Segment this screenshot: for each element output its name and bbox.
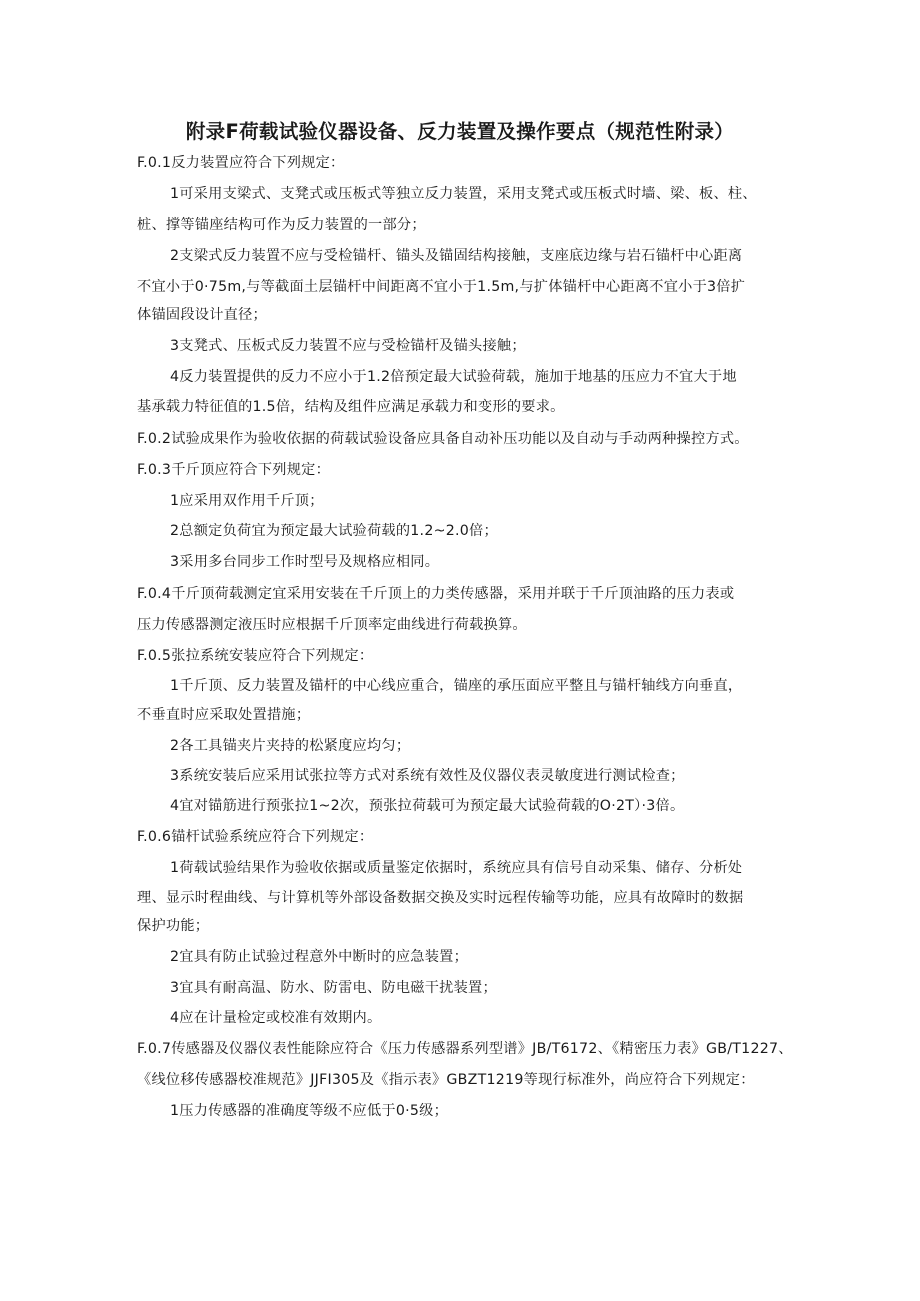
clause-f05-item2: 2各工具锚夹片夹持的松紧度应均匀； (170, 738, 411, 754)
clause-f01-item4-line1: 4反力装置提供的反力不应小于1.2倍预定最大试验荷载，施加于地基的压应力不宜大于地 (170, 369, 737, 385)
clause-f01-item1-line2: 桩、撑等锚座结构可作为反力装置的一部分； (137, 217, 426, 233)
clause-f07-line2: 《线位移传感器校准规范》JJFI305及《指示表》GBZT1219等现行标准外，尚应符合下列规定： (137, 1072, 755, 1088)
clause-f02: F.0.2试验成果作为验收依据的荷载试验设备应具备自动补压功能以及自动与手动两种操控方式。 (137, 431, 749, 447)
clause-f01-item2-line3: 体锚固段设计直径； (137, 307, 267, 323)
clause-f06-item1-line2: 理、显示时程曲线、与计算机等外部设备数据交换及实时远程传输等功能，应具有故障时的数据 (137, 890, 744, 906)
clause-f03-item1: 1应采用双作用千斤顶； (170, 493, 324, 509)
clause-f01-item1-line1: 1可采用支梁式、支凳式或压板式等独立反力装置，采用支凳式或压板式时墙、梁、板、柱、 (170, 186, 757, 202)
clause-f03-item2: 2总额定负荷宜为预定最大试验荷载的1.2~2.0倍； (170, 523, 498, 539)
clause-f06-item1-line3: 保护功能； (137, 918, 210, 934)
clause-f01-item4-line2: 基承载力特征值的1.5倍，结构及组件应满足承载力和变形的要求。 (137, 399, 565, 415)
clause-f06-item4: 4应在计量检定或校准有效期内。 (170, 1010, 382, 1026)
clause-f06-item2: 2宜具有防止试验过程意外中断时的应急装置； (170, 949, 469, 965)
clause-f05-item4: 4宜对锚筋进行预张拉1~2次，预张拉荷载可为预定最大试验荷载的O·2T）·3倍。 (170, 798, 685, 814)
clause-f05-item3: 3系统安装后应采用试张拉等方式对系统有效性及仪器仪表灵敏度进行测试检查； (170, 768, 685, 784)
clause-f01-item2-line1: 2支梁式反力装置不应与受检锚杆、锚头及锚固结构接触，支座底边缘与岩石锚杆中心距离 (170, 248, 743, 264)
page-title: 附录F荷载试验仪器设备、反力装置及操作要点（规范性附录） (185, 120, 735, 143)
clause-f06-item1-line1: 1荷载试验结果作为验收依据或质量鉴定依据时，系统应具有信号自动采集、储存、分析处 (170, 860, 743, 876)
clause-f01-item2-line2: 不宜小于0·75m,与等截面土层锚杆中间距离不宜小于1.5m,与扩体锚杆中心距离不宜小于3倍扩 (137, 279, 746, 295)
clause-f06-heading: F.0.6锚杆试验系统应符合下列规定： (137, 829, 374, 845)
clause-f01-item3: 3支凳式、压板式反力装置不应与受检锚杆及锚头接触； (170, 338, 526, 354)
clause-f05-item1-line1: 1千斤顶、反力装置及锚杆的中心线应重合，锚座的承压面应平整且与锚杆轴线方向垂直， (170, 678, 743, 694)
clause-f05-heading: F.0.5张拉系统安装应符合下列规定： (137, 648, 374, 664)
clause-f01-heading: F.0.1反力装置应符合下列规定： (137, 155, 345, 171)
clause-f04-line1: F.0.4千斤顶荷载测定宜采用安装在千斤顶上的力类传感器，采用并联于千斤顶油路的压力表或 (137, 586, 735, 602)
clause-f07-line1: F.0.7传感器及仪器仪表性能除应符合《压力传感器系列型谱》JB/T6172、《精密压力表》GB/T1227、 (137, 1041, 793, 1057)
clause-f03-item3: 3采用多台同步工作时型号及规格应相同。 (170, 554, 440, 570)
clause-f03-heading: F.0.3千斤顶应符合下列规定： (137, 462, 331, 478)
clause-f06-item3: 3宜具有耐高温、防水、防雷电、防电磁干扰装置； (170, 980, 497, 996)
clause-f07-item1: 1压力传感器的准确度等级不应低于0·5级； (170, 1103, 449, 1119)
clause-f05-item1-line2: 不垂直时应采取处置措施； (137, 707, 311, 723)
clause-f04-line2: 压力传感器测定液压时应根据千斤顶率定曲线进行荷载换算。 (137, 617, 527, 633)
